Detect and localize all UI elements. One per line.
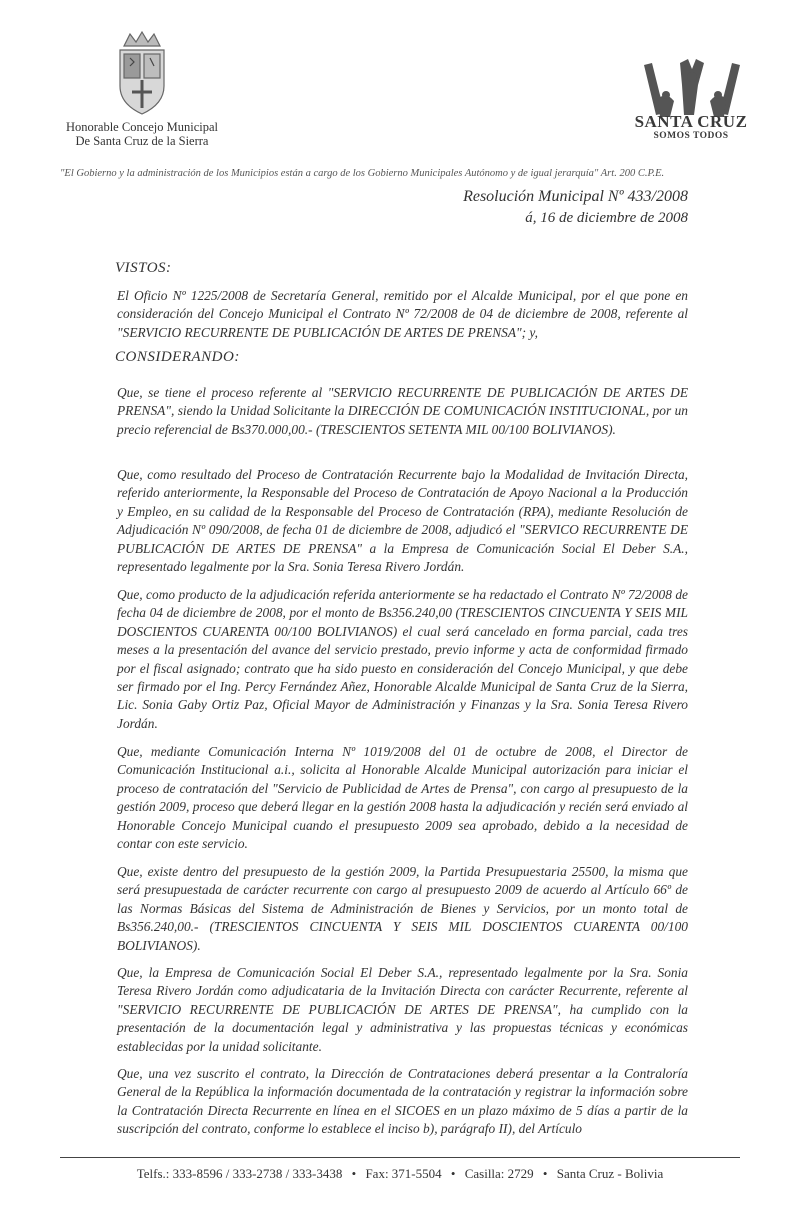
- council-name-line1: Honorable Concejo Municipal: [65, 120, 219, 134]
- paragraph-considerando-3: Que, como producto de la adjudicación referida anteriormente se ha redactado el Contrato Nº 72/2008 de fecha 04 de diciembre de 2008, por el monto de Bs356.240,00 (TRESCIENTOS CINCUENTA Y SEIS MIL DOSCIENTOS CUARENTA 00/100 BOLIVIANOS) el cual será cancelado en forma parcial, cada tres meses a la presentación del avance del servicio prestado, previo informe y acta de conformidad firmado por el fiscal asignado; contrato que ha sido puesto en consideración del Concejo Municipal, y que debe ser firmado por el Ing. Percy Fernández Añez, Honorable Alcalde Municipal de Santa Cruz de la Sierra, Lic. Sonia Gaby Ortiz Paz, Oficial Mayor de Administración y Finanzas y la Sra. Sonia Teresa Rivero Jordán.: [117, 587, 688, 731]
- council-name: [52, 120, 232, 148]
- resolution-date: á, 16 de diciembre de 2008: [525, 210, 688, 226]
- constitution-quote: "El Gobierno y la administración de los Municipios están a cargo de los Gobierno Municipales Autónomo y de igual jerarquía" Art. 200 C.P.E.: [60, 168, 665, 179]
- logo-title: SANTA CRUZ: [634, 112, 748, 131]
- paragraph-considerando-5: Que, existe dentro del presupuesto de la gestión 2009, la Partida Presupuestaria 25500, la misma que será presupuestada de carácter recurrente con cargo al presupuesto 2009 de acuerdo al Artículo 66º de las Normas Básicas del Sistema de Administración de Bienes y Servicios, por un monto total de Bs356.240,00.- (TRESCIENTOS CINCUENTA Y SEIS MIL DOSCIENTOS CUARENTA 00/100 BOLIVIANOS).: [117, 864, 688, 953]
- footer-city: Santa Cruz - Bolivia: [556, 1166, 664, 1181]
- paragraph-considerando-7: Que, una vez suscrito el contrato, la Dirección de Contrataciones deberá presentar a la Contraloría General de la República la información documentada de la contratación y registrar la información sobre la Contratación Directa Recurrente en línea en el SICOES en un plazo máximo de 5 días a partir de la suscripción del contrato, conforme lo establece el inciso b), parágrafo II), del Artículo: [117, 1066, 688, 1137]
- vistos-heading: VISTOS:: [115, 260, 172, 276]
- logo-subtitle: SOMOS TODOS: [653, 131, 729, 141]
- footer-contact: [0, 1166, 800, 1182]
- footer-phones: Telfs.: 333-8596 / 333-2738 / 333-3438: [136, 1166, 343, 1181]
- footer-separator: •: [351, 1166, 357, 1181]
- paragraph-considerando-1: Que, se tiene el proceso referente al "SERVICIO RECURRENTE DE PUBLICACIÓN DE ARTES DE PRENSA", siendo la Unidad Solicitante la DIRECCIÓN DE COMUNICACIÓN INSTITUCIONAL, por un precio referencial de Bs370.000,00.- (TRESCIENTOS SETENTA MIL 00/100 BOLIVIANOS).: [117, 385, 688, 437]
- considerando-heading: CONSIDERANDO:: [115, 349, 240, 365]
- paragraph-considerando-2: Que, como resultado del Proceso de Contratación Recurrente bajo la Modalidad de Invitación Directa, referido anteriormente, la Responsable del Proceso de Contratación de Apoyo Nacional a la Producción y Empleo, en su calidad de la Responsable del Proceso de Contratación (RPA), mediante Resolución de Adjudicación Nº 090/2008, de fecha 01 de diciembre de 2008, adjudicó el "SERVICO RECURRENTE DE PUBLICACIÓN DE ARTES DE PRENSA" a la Empresa de Comunicación Social El Deber S.A., representado legalmente por la Sra. Sonia Teresa Rivero Jordán.: [117, 467, 688, 575]
- council-name-line2: De Santa Cruz de la Sierra: [75, 134, 209, 148]
- footer-separator: •: [542, 1166, 548, 1181]
- paragraph-considerando-4: Que, mediante Comunicación Interna Nº 1019/2008 del 01 de octubre de 2008, el Director de Comunicación Institucional a.i., solicita al Honorable Alcalde Municipal autorización para iniciar el proceso de contratación del "Servicio de Publicidad de Artes de Prensa", con cargo al presupuesto de la gestión 2009, proceso que deberá llegar en la gestión 2008 hasta la adjudicación y recién será enviado al Honorable Concejo Municipal cuando el presupuesto 2009 sea aprobado, debido a la necesidad de contar con este servicio.: [117, 744, 688, 852]
- coat-of-arms-icon: [110, 28, 174, 118]
- footer-fax: Fax: 371-5504: [365, 1166, 442, 1181]
- footer-po-box: Casilla: 2729: [464, 1166, 534, 1181]
- resolution-title: Resolución Municipal Nº 433/2008: [463, 188, 688, 205]
- logo-wordmark: [632, 113, 750, 142]
- paragraph-considerando-6: Que, la Empresa de Comunicación Social El Deber S.A., representado legalmente por la Sra. Sonia Teresa Rivero Jordán como adjudicataria de la Invitación Directa con carácter Recurrente, referente al "SERVICIO RECURRENTE DE PUBLICACIÓN DE ARTES DE PRENSA", ha cumplido con la presentación de la documentación legal y administrativa y las propuestas técnicas y económicas establecidas por la unidad solicitante.: [117, 965, 688, 1054]
- footer-separator: •: [450, 1166, 456, 1181]
- footer-divider: [60, 1157, 740, 1158]
- paragraph-vistos: El Oficio Nº 1225/2008 de Secretaría General, remitido por el Alcalde Municipal, por el que pone en consideración del Concejo Municipal el Contrato Nº 72/2008 de 04 de diciembre de 2008, referente al "SERVICIO RECURRENTE DE PUBLICACIÓN DE ARTES DE PRENSA"; y,: [117, 288, 688, 340]
